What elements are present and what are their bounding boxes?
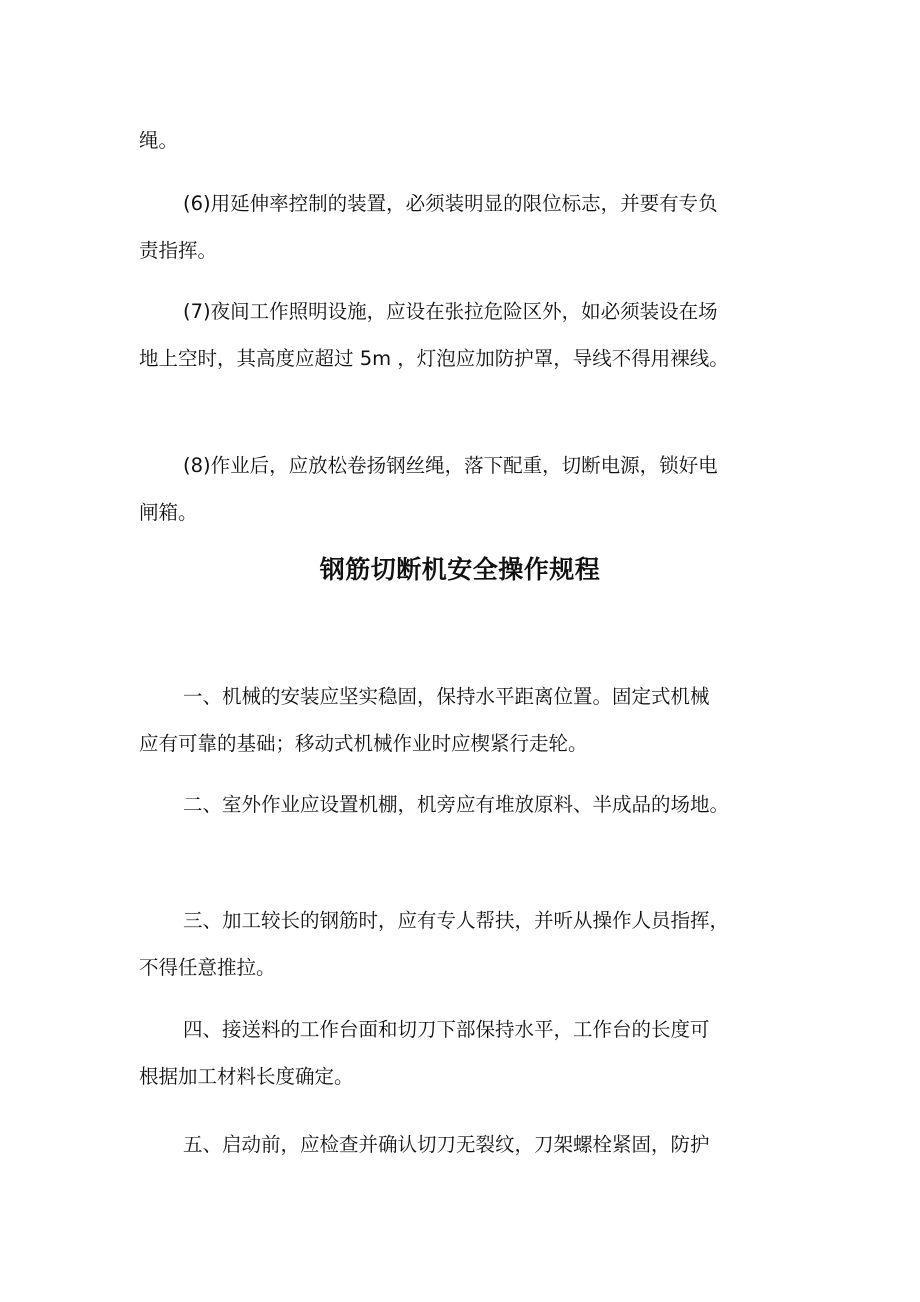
paragraph-rule-1 — [139, 673, 784, 767]
text-line: (8)作业后，应放松卷扬钢丝绳，落下配重，切断电源，锁好电 — [183, 454, 718, 477]
paragraph-rule-5 — [139, 1121, 784, 1168]
paragraph-item-7 — [139, 288, 784, 382]
text-line: 责指挥。 — [139, 239, 218, 262]
text-line: (6)用延伸率控制的装置，必须装明显的限位标志，并要有专负 — [183, 192, 718, 215]
paragraph-rule-3 — [139, 897, 784, 991]
text-line: (7)夜间工作照明设施，应设在张拉危险区外，如必须装设在场 — [183, 300, 718, 323]
text-line: 绳。 — [139, 129, 179, 152]
section-title: 钢筋切断机安全操作规程 — [319, 555, 601, 584]
paragraph-item-6 — [139, 180, 784, 274]
text-line: 二、室外作业应设置机棚，机旁应有堆放原料、半成品的场地。 — [183, 793, 730, 816]
paragraph-item-8 — [139, 442, 784, 536]
text-line: 地上空时，其高度应超过 5m ，灯泡应加防护罩，导线不得用裸线。 — [139, 347, 729, 370]
text-line: 一、机械的安装应坚实稳固，保持水平距离位置。固定式机械 — [183, 685, 710, 708]
text-line: 不得任意推拉。 — [139, 956, 276, 979]
paragraph-continuation — [139, 117, 784, 164]
text-line: 三、加工较长的钢筋时，应有专人帮扶，并听从操作人员指挥， — [183, 909, 730, 932]
text-line: 五、启动前，应检查并确认切刀无裂纹，刀架螺栓紧固，防护 — [183, 1133, 710, 1156]
paragraph-rule-4 — [139, 1006, 784, 1100]
text-line: 应有可靠的基础；移动式机械作业时应楔紧行走轮。 — [139, 732, 588, 755]
text-line: 根据加工材料长度确定。 — [139, 1065, 354, 1088]
text-line: 四、接送料的工作台面和切刀下部保持水平，工作台的长度可 — [183, 1018, 710, 1041]
text-line: 闸箱。 — [139, 501, 198, 524]
paragraph-rule-2 — [139, 781, 784, 828]
